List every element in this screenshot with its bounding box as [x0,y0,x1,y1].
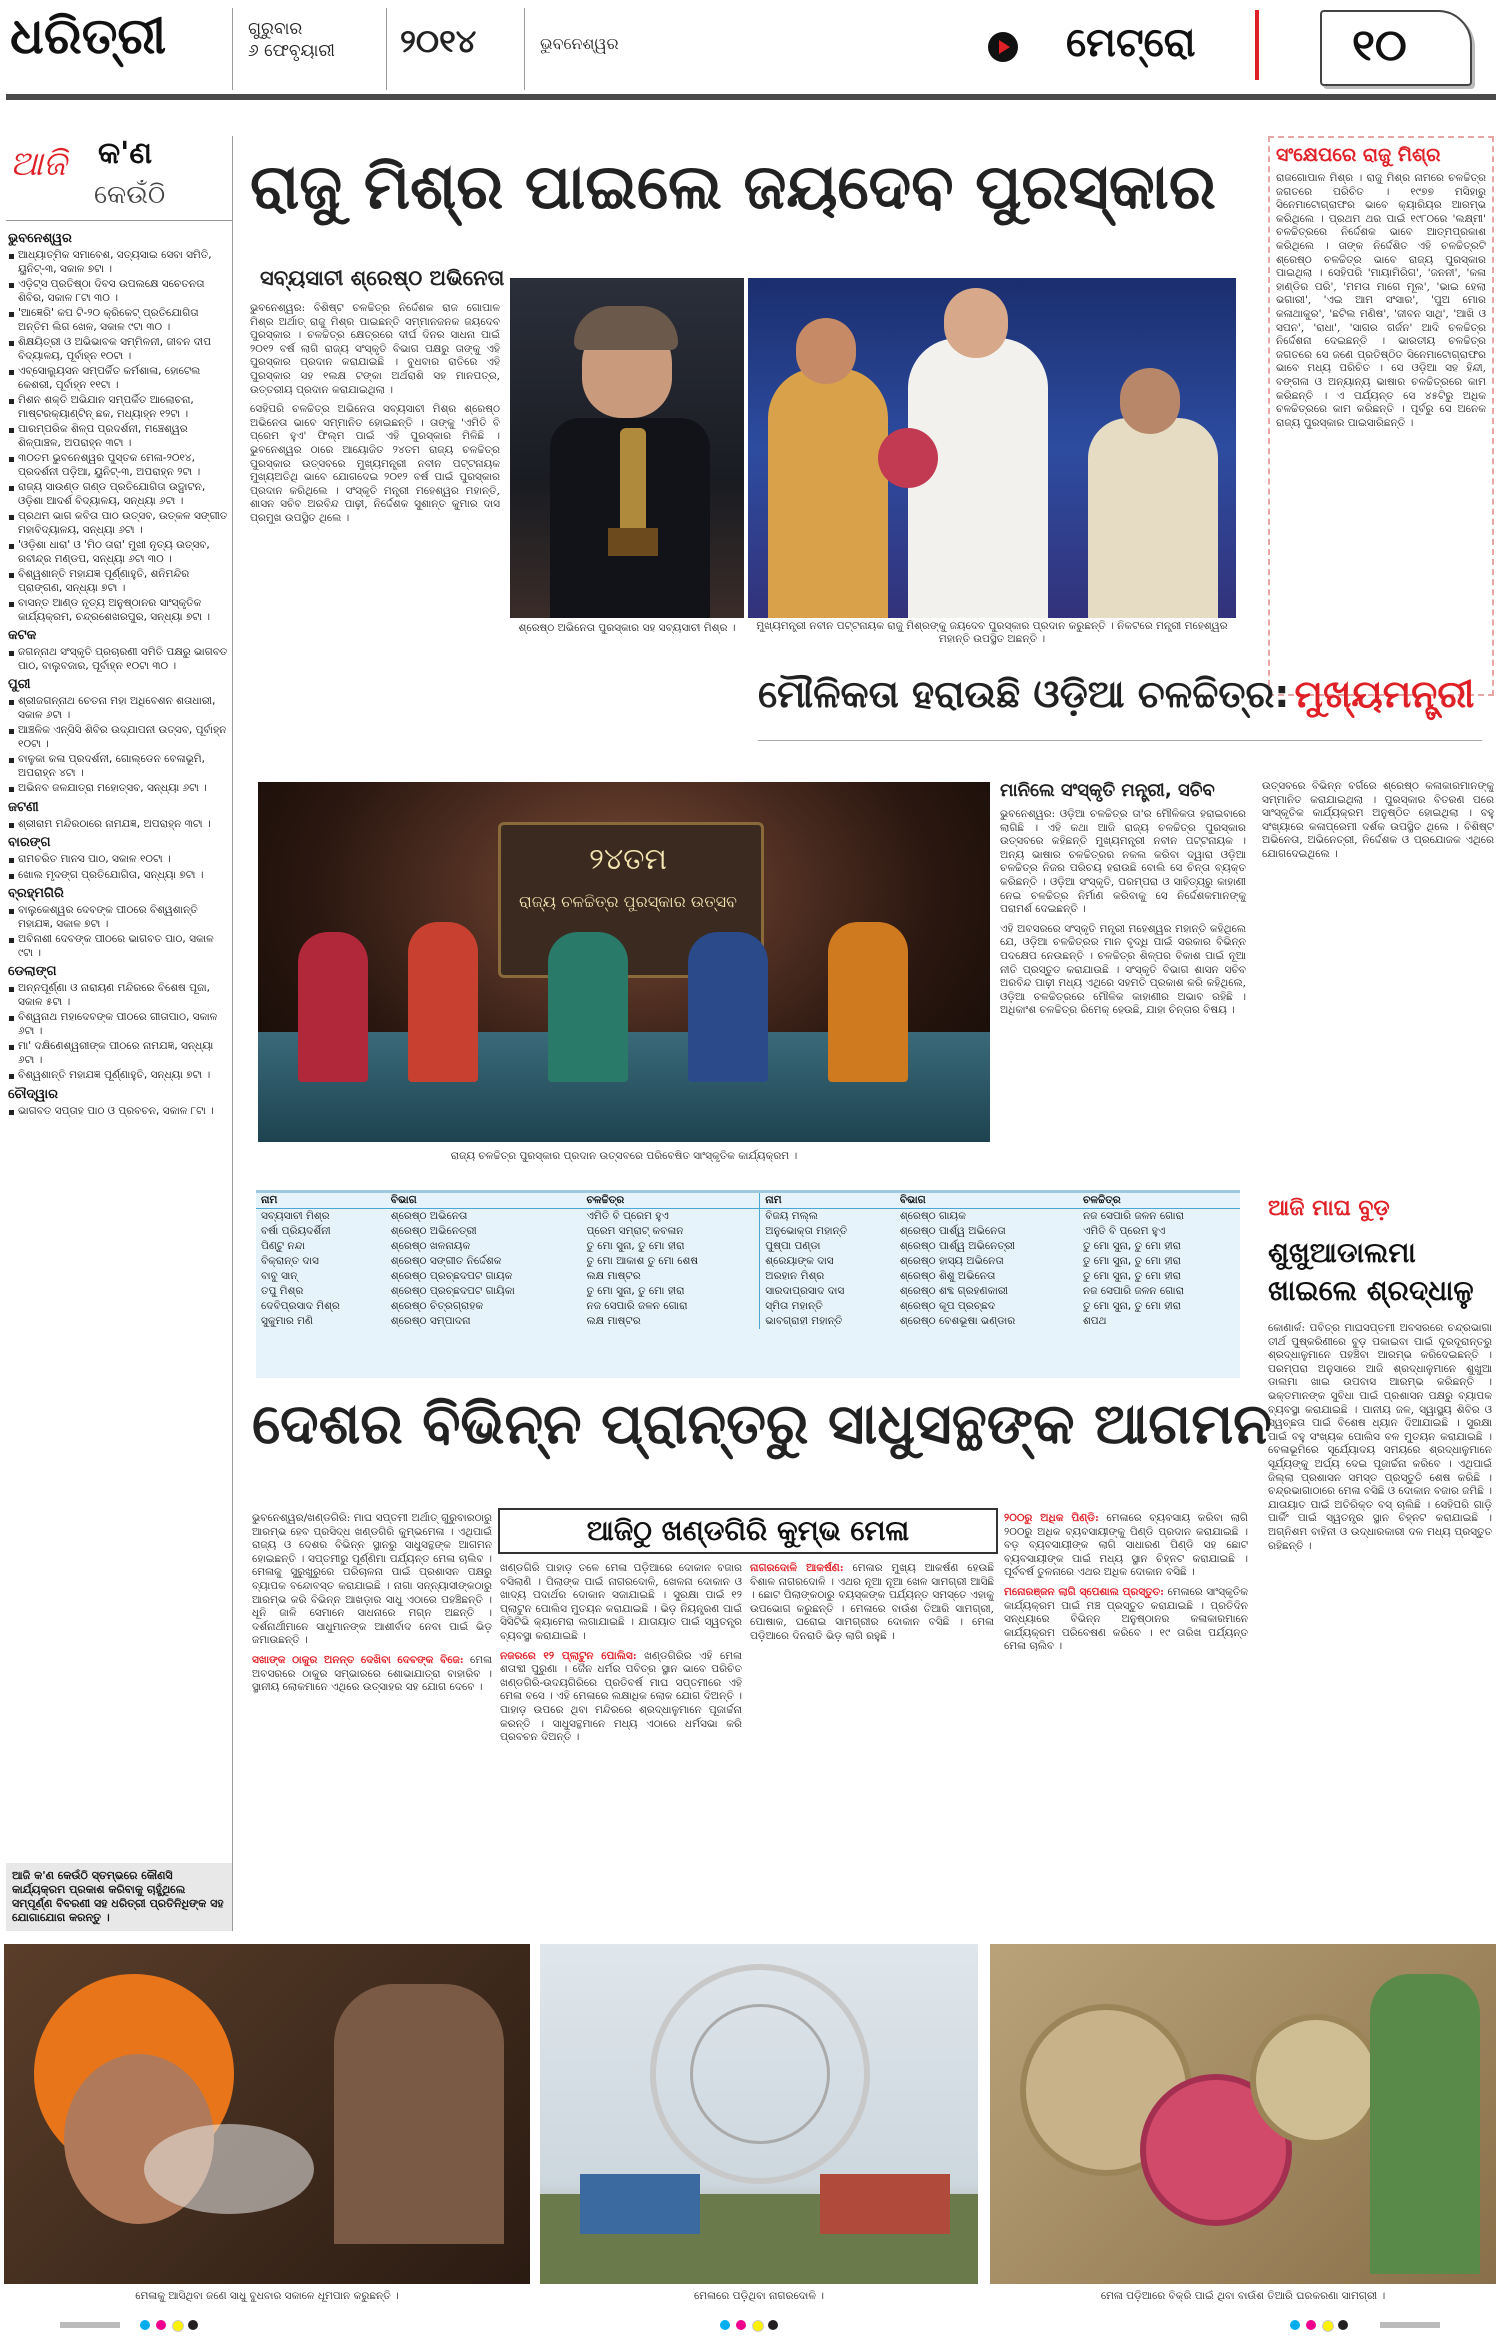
sadhu-subhead: ଆଜିଠୁ ଖଣ୍ଡଗିରି କୁମ୍ଭ ମେଳା [586,1514,910,1547]
table-row [256,1269,1240,1284]
events-list-item: ଶ୍ରୀଜଗନ୍ନାଥ ଚେତନା ମହା ଅଧିବେଶନ ଶତାଧାରୀ, ସକାଳ ୬ଟା । [8,695,228,722]
table-cell: ସବ୍ୟସାଚୀ ମିଶ୍ର [261,1210,330,1222]
table-cell: ଶ୍ରେଷ୍ଠ ପ୍ରଚ୍ଛଦପଟ ଗାୟିକା [390,1285,515,1297]
table-cell: ଶ୍ରେଷ୍ଠ ପାର୍ଶ୍ୱ ଅଭିନେତ୍ରୀ [899,1240,1016,1252]
events-list-item: ବାଳୁକା କଳା ପ୍ରଦର୍ଶନୀ, ଗୋଲ୍ଡେନ ବେଳାଭୂମି, ଅପରାହ୍ନ ୪ଟା । [8,753,228,780]
section-arrow-icon [988,32,1018,62]
events-list-item: ରାମଚରିତ ମାନସ ପାଠ, ସକାଳ ୧୦ଟା । [8,853,228,867]
table-cell: ତୁ ମୋ ସୁନା, ତୁ ମୋ ହୀରା [1082,1270,1182,1282]
events-list-item: ଶିକ୍ଷୟିତ୍ରୀ ଓ ଅଭିଭାବକ ସମ୍ମିଳନୀ, ଜୀବନ ଦୀପ ବିଦ୍ୟାଳୟ, ପୂର୍ବାହ୍ନ ୧୦ଟା । [8,336,228,363]
table-cell: ବାବୁ ସାନ୍ [261,1270,298,1282]
table-row [256,1224,1240,1239]
table-row [256,1284,1240,1299]
table-cell: ଭାବଗ୍ରାହୀ ମହାନ୍ତି [760,1314,895,1329]
table-cell: ବିଜୟ ମଲ୍ଲ [760,1209,895,1225]
awards-table-header: ଚଳଚ୍ଚିତ୍ର [581,1193,759,1209]
sadhu-body-col2 [500,1562,742,1932]
sadhu-subhead-box [498,1508,998,1554]
sidebar-box [1268,136,1494,696]
awards-table-header: ନାମ [760,1193,895,1209]
events-list-item: ଅବିନାଶୀ ଦେବଙ୍କ ପୀଠରେ ଭାଗବତ ପାଠ, ସକାଳ ୯ଟା । [8,933,228,960]
awards-table-header: ନାମ [256,1193,386,1209]
events-list-item: ବିଶ୍ୱଶାନ୍ତି ମହାଯଜ୍ଞ ପୂର୍ଣ୍ଣାହୁତି, ଶନିମନ୍ଦିର ପ୍ରାଙ୍ଗଣ, ସନ୍ଧ୍ୟା ୭ଟା । [8,568,228,595]
ferris-wheel-photo [540,1944,978,2284]
events-section-title: ବ୍ରହ୍ମଗିରି [8,886,64,901]
table-cell: ପୁଷ୍ପା ପଣ୍ଡା [760,1239,895,1254]
events-list-item: ଖୋଲ ମୃଦଙ୍ଗ ପ୍ରତିଯୋଗିତା, ସନ୍ଧ୍ୟା ୭ଟା । [8,869,228,883]
table-cell: ଶ୍ରେଷ୍ଠ ବେଶଭୂଷା ଭଣ୍ଡାର [899,1315,1016,1327]
newspaper-logo: ଧରିତ୍ରୀ [10,6,167,65]
events-list-item: ପାରମ୍ପରିକ ଶିଳ୍ପ ପ୍ରଦର୍ଶନୀ, ମଞ୍ଚେଶ୍ୱର ଶିଳ୍ପାଞ୍ଚଳ, ଅପରାହ୍ନ ୩ଟା । [8,423,228,450]
events-list-item: ଜଗନ୍ନାଥ ସଂସ୍କୃତି ପ୍ରଚାରଣୀ ସମିତି ପକ୍ଷରୁ ଭାଗବତ ପାଠ, ବାଲୁବଜାର, ପୂର୍ବାହ୍ନ ୧୦ଟା ୩୦ । [8,646,228,673]
sadhu-col5-text: ଖଣ୍ଡଗିରିର ଏହି ମେଳା ଶତାବ୍ଦୀ ପୁରୁଣା । ଜୈନ ଧର୍ମର ପବିତ୍ର ସ୍ଥାନ ଭାବେ ପରିଚିତ ଖଣ୍ଡଗିରି-ଉଦୟଗିରିରେ ପ୍ରତିବର୍ଷ ମାଘ ସପ୍ତମୀରେ ଏହି ମେଳା ବସେ । ଏହି ମେଳାରେ ଲକ୍ଷାଧିକ ଲୋକ ଯୋଗ ଦିଅନ୍ତି । ପାହାଡ଼ ଉପରେ ଥିବା ମନ୍ଦିରରେ ଶ୍ରଦ୍ଧାଳୁମାନେ ପୂଜାର୍ଚ୍ଚନା କରନ୍ତି । ସାଧୁସନ୍ଥମାନେ ମଧ୍ୟ ଏଠାରେ ଧର୍ମସଭା କରି ପ୍ରବଚନ ଦିଅନ୍ତି । [500,1649,742,1744]
table-cell: ବର୍ଷା ପ୍ରିୟଦର୍ଶିନୀ [261,1225,331,1237]
dance-performance-photo [258,782,990,1142]
actor-photo [510,278,744,618]
events-section-title: ଭୁବନେଶ୍ୱର [8,231,72,246]
issue-year: ୨୦୧୪ [400,22,477,60]
table-cell: ନଜ ସେପାରି ଜଳନ ଗୋରା [1082,1210,1184,1222]
table-row [256,1254,1240,1269]
table-cell: ଦେବିପ୍ରସାଦ ମିଶ୍ର [261,1300,340,1312]
events-section-title: ଜଟଣୀ [8,799,39,815]
events-list-item: ଏବ୍‌ସୋଲ୍ୟୁସନ ସମ୍ପର୍କିତ କର୍ମଶାଳା, ହୋଟେଲ କେଶରୀ, ପୂର୍ବାହ୍ନ ୧୧ଟା । [8,365,228,392]
table-cell: ଅରହାନ ମିଶ୍ର [760,1269,895,1284]
second-headline [758,672,1498,717]
events-list-item: 'ଓଡ଼ିଶା ଧାରା' ଓ 'ମିଠ ତାରା' ମୁଖୀ ନୃତ୍ୟ ଉତ୍ସବ, ରବୀନ୍ଦ୍ର ମଣ୍ଡପ, ସନ୍ଧ୍ୟା ୬ଟା ୩୦ । [8,539,228,566]
table-cell: ତପୁ ମିଶ୍ର [261,1285,304,1297]
table-cell: ଏମିତି ବି ପ୍ରେମ ହୁଏ [1082,1225,1166,1237]
table-cell: ନଜ ସେପାରି ଜଳନ ଗୋରା [586,1300,688,1312]
events-list-item: ବିଶ୍ୱଶାନ୍ତି ମହାଯଜ୍ଞ ପୂର୍ଣ୍ଣାହୁତି, ସନ୍ଧ୍ୟା ୭ଟା । [8,1069,228,1083]
events-list-item: 'ଆଜ୍ଞେରି' କପ ଟି-୨୦ କ୍ରିକେଟ୍ ପ୍ରତିଯୋଗିତା ଅନ୍ତିମ ଲିଗ ଖେଳ, ସକାଳ ୯ଟା ୩୦ । [8,307,228,334]
events-list-item: ପ୍ରଥମ ଭାଗ କବିତା ପାଠ ଉତ୍ସବ, ଉତ୍କଳ ସଙ୍ଗୀତ ମହାବିଦ୍ୟାଳୟ, ସନ୍ଧ୍ୟା ୬ଟା । [8,510,228,537]
events-section-title: ଡେଲାଙ୍ଗ [8,964,57,979]
page-number: ୧୦ [1352,20,1407,71]
second-paragraph: ଉତ୍ସବରେ ବିଭିନ୍ନ ବର୍ଗରେ ଶ୍ରେଷ୍ଠ କଳାକାରମାନଙ୍କୁ ସମ୍ମାନିତ କରାଯାଇଥିଲା । ପୁରସ୍କାର ବିତରଣ ପରେ ସାଂସ୍କୃତିକ କାର୍ଯ୍ୟକ୍ରମ ଅନୁଷ୍ଠିତ ହୋଇଥିଲା । ବହୁ ସଂଖ୍ୟାରେ କଳାପ୍ରେମୀ ଦର୍ଶକ ଉପସ୍ଥିତ ଥିଲେ । ବିଶିଷ୍ଟ ଅଭିନେତା, ଅଭିନେତ୍ରୀ, ନିର୍ଦ୍ଦେଶକ ଓ ପ୍ରଯୋଜକ ଏଥିରେ ଯୋଗଦେଇଥିଲେ । [1262,780,1494,860]
lead-story-body [250,302,500,852]
table-cell: ଶ୍ରେଷ୍ଠ ଅଭିନେତ୍ରୀ [390,1225,477,1237]
table-cell: ଏମିତି ବି ପ୍ରେମ ହୁଏ [586,1210,669,1222]
sadhu-col4-text-b: ମେଳାରେ ସାଂସ୍କୃତିକ କାର୍ଯ୍ୟକ୍ରମ ପାଇଁ ମଞ୍ଚ ପ୍ରସ୍ତୁତ କରାଯାଇଛି । ପ୍ରତିଦିନ ସନ୍ଧ୍ୟାରେ ବିଭିନ୍ନ ଅନୁଷ୍ଠାନର କଳାକାରମାନେ କାର୍ଯ୍ୟକ୍ରମ ପରିବେଷଣ କରିବେ । ୧୯ ତାରିଖ ପର୍ଯ୍ୟନ୍ତ ମେଳା ଚାଲିବ । [1004,1585,1248,1653]
masthead-rule [6,94,1496,100]
bamboo-goods-photo [990,1944,1496,2284]
second-headline-main: ମୌଳିକତା ହରାଉଛି ଓଡ଼ିଆ ଚଳଚ୍ଚିତ୍ର: [758,672,1290,716]
events-list-item: ରାଜ୍ୟ ସାଉଣ୍ଡ ଗଣ୍ଡ ପ୍ରତିଯୋଗିତା ଉଦ୍ଘାଟନ, ଓଡ଼ିଶା ଆଦର୍ଶ ବିଦ୍ୟାଳୟ, ସନ୍ଧ୍ୟା ୬ଟା । [8,481,228,508]
table-cell: ଶ୍ରେଷ୍ଠ ଶବ୍ଦ ଗ୍ରହଣକାରୀ [899,1285,1009,1297]
sidebar-box-body: ରାଜଗୋପାଳ ମିଶ୍ର । ରାଜୁ ମିଶ୍ର ନାମରେ ଚଳଚ୍ଚିତ୍ର ଜଗତରେ ପରିଚିତ । ୧୯୭୭ ମସିହାରୁ ସିନେମାଟୋଗ୍ରାଫର ଭାବେ କ୍ୟାରିୟର ଆରମ୍ଭ କରିଥିଲେ । ପ୍ରଥମ ଥର ପାଇଁ ୧୯୮୦ରେ 'ଲକ୍ଷ୍ମୀ' ଚଳଚ୍ଚିତ୍ରରେ ନିର୍ଦ୍ଦେଶକ ଭାବେ ଆତ୍ମପ୍ରକାଶ କରିଥିଲେ । ତାଙ୍କ ନିର୍ଦ୍ଦେଶିତ ଏହି ଚଳଚ୍ଚିତ୍ରଟି ଶ୍ରେଷ୍ଠ ଚଳଚ୍ଚିତ୍ର ଭାବେ ରାଜ୍ୟ ପୁରସ୍କାର ପାଇଥିଲା । ସେହିପରି 'ମାୟାମିରିଗ', 'ଜନନୀ', 'କଳା ହାଣ୍ଡିର ପରି', 'ମମତା ମାଗେ ମୂଲ', 'ଭାଇ ହେଲା ଭଗାରୀ', 'ଏଇ ଆମ ସଂସାର', 'ପୁଅ ମୋର କଳାଥାକୁର', 'ଛଟିଲ ମଣିଷ', 'ଜୀବନ ସାଥି', 'ଆଖି ଓ ସପନ', 'ରାଧା', 'ସାଗର ଗର୍ଜନ' ଆଦି ଚଳଚ୍ଚିତ୍ର ନିର୍ଦ୍ଦେଶନା ଦେଇଛନ୍ତି । ଭାରତୀୟ ଚଳଚ୍ଚିତ୍ର ଜଗତରେ ସେ ଜଣେ ପ୍ରତିଷ୍ଠିତ ସିନେମାଟୋଗ୍ରାଫର ଭାବେ ମଧ୍ୟ ପରିଚିତ । ସେ ଓଡ଼ିଆ ସହ ହିନ୍ଦୀ, ବଙ୍ଗଳା ଓ ଅନ୍ୟାନ୍ୟ ଭାଷାର ଚଳଚ୍ଚିତ୍ରରେ କାମ କରିଛନ୍ତି । ଏ ପର୍ଯ୍ୟନ୍ତ ସେ ୪୫ଟିରୁ ଅଧିକ ଚଳଚ୍ଚିତ୍ରରେ କାମ କରିଛନ୍ତି । ପୂର୍ବରୁ ସେ ଅନେକ ରାଜ୍ୟ ପୁରସ୍କାର ପାଇସାରିଛନ୍ତି । [1276,172,1486,429]
sadhu-col2-tag: ନଜରରେ ୧୨ ପ୍ଲାଟୁନ ପୋଲିସ: [500,1649,637,1662]
bamboo-goods-caption: ମେଳା ପଡ଼ିଆରେ ବିକ୍ରି ପାଇଁ ଥିବା ବାଉଁଶ ତିଆରି ଘରକରଣା ସାମଗ୍ରୀ । [1100,2290,1386,2302]
dance-performance-caption: ରାଜ୍ୟ ଚଳଚ୍ଚିତ୍ର ପୁରସ୍କାର ପ୍ରଦାନ ଉତ୍ସବରେ ପରିବେଷିତ ସାଂସ୍କୃତିକ କାର୍ଯ୍ୟକ୍ରମ । [450,1150,798,1162]
table-cell: ତୁ ମୋ ସୁନା, ତୁ ମୋ ହୀରା [1082,1240,1182,1252]
magha-headline: ଶୁଖୁଆଡାଲମା ଖାଇଲେ ଶ୍ରଦ୍ଧାଳୁ [1268,1236,1474,1307]
actor-photo-caption: ଶ୍ରେଷ୍ଠ ଅଭିନେତା ପୁରସ୍କାର ସହ ସବ୍ୟସାଚୀ ମିଶ୍ର । [518,622,736,634]
events-list-item: ଅନ୍ନପୂର୍ଣ୍ଣା ଓ ନାରାୟଣ ମନ୍ଦିରରେ ବିଶେଷ ପୂଜା, ସକାଳ ୫ଟା । [8,982,228,1009]
events-list-item: ଅଭିନବ ଜଳଯାତ୍ରା ମହୋତ୍ସବ, ସନ୍ଧ୍ୟା ୬ଟା । [8,782,228,796]
table-cell: ତୁ ମୋ ସୁନା, ତୁ ମୋ ହୀରା [1082,1255,1182,1267]
sadhu-col1-text-b: ମେଳା ଅବସରରେ ଠାକୁର ସମ୍ଭାରରେ ଶୋଭାଯାତ୍ରା ବାହାରିବ । ସ୍ଥାନୀୟ ଲୋକମାନେ ଏଥିରେ ଉତ୍ସାହର ସହ ଯୋଗ ଦେବେ । [252,1653,492,1694]
lead-subhead: ସବ୍ୟସାଚୀ ଶ୍ରେଷ୍ଠ ଅଭିନେତା [260,266,505,290]
events-section-title: କଟକ [8,628,37,643]
page-number-tab [1320,10,1472,86]
table-cell: ତୁ ମୋ ସୁନା, ତୁ ମୋ ହୀରା [1082,1300,1182,1312]
table-cell: ଶ୍ରେଷ୍ଠ ପ୍ରଚ୍ଛଦପଟ ଗାୟକ [390,1270,513,1282]
table-cell: ତୁ ମୋ ଆକାଶ ତୁ ମୋ ଶେଷ [586,1255,699,1267]
table-cell: ଅନୁଭୋକ୍ତା ମହାନ୍ତି [760,1224,895,1239]
table-cell: ଶ୍ରେଷ୍ଠ ଗାୟକ [899,1210,966,1222]
sadhu-body-col4 [1004,1512,1248,1932]
sadhu-col3-text: ମେଳାର ମୁଖ୍ୟ ଆକର୍ଷଣ ହେଉଛି ବିଶାଳ ନାଗରଦୋଳି । ଏଥର ନୂଆ ନୂଆ ଖେଳ ସାମଗ୍ରୀ ଆସିଛି । ଛୋଟ ପିଲାଙ୍କଠାରୁ ବୟସ୍କଙ୍କ ପର୍ଯ୍ୟନ୍ତ ସମସ୍ତେ ଏହାକୁ ଉପଭୋଗ କରୁଛନ୍ତି । ମେଳାରେ ବାଉଁଶ ତିଆରି ସାମଗ୍ରୀ, ପୋଷାକ, ଘରୋଇ ସାମଗ୍ରୀର ଦୋକାନ ବସିଛି । ମେଳା ପଡ଼ିଆରେ ଦିନରାତି ଭିଡ଼ ଲାଗି ରହୁଛି । [750,1562,994,1642]
table-cell: ସ୍ମିତା ମହାନ୍ତି [760,1299,895,1314]
awards-table-header: ଚଳଚ୍ଚିତ୍ର [1078,1193,1240,1209]
registration-marks [0,2316,1500,2336]
sadhu-body-col3 [750,1562,994,1932]
awards-table-header: ବିଭାଗ [386,1193,582,1209]
award-ceremony-caption: ମୁଖ୍ୟମନ୍ତ୍ରୀ ନବୀନ ପଟ୍ଟନାୟକ ରାଜୁ ମିଶ୍ରଙ୍କୁ ଜୟଦେବ ପୁରସ୍କାର ପ୍ରଦାନ କରୁଛନ୍ତି । ନିକଟରେ ମନ୍ତ୍ରୀ ମହେଶ୍ୱର ମହାନ୍ତି ଉପସ୍ଥିତ ଅଛନ୍ତି । [756,620,1228,645]
lead-paragraph: ସେହିପରି ଚଳଚ୍ଚିତ୍ର ଅଭିନେତା ସବ୍ୟସାଚୀ ମିଶ୍ର ଶ୍ରେଷ୍ଠ ଅଭିନେତା ଭାବେ ସମ୍ମାନିତ ହୋଇଛନ୍ତି । ତାଙ୍କୁ 'ଏମିତି ବି ପ୍ରେମ ହୁଏ' ଫିଲ୍ମ ପାଇଁ ଏହି ପୁରସ୍କାର ମିଳିଛି । ଭୁବନେଶ୍ୱର ଠାରେ ଆୟୋଜିତ ୨୪ତମ ରାଜ୍ୟ ଚଳଚ୍ଚିତ୍ର ପୁରସ୍କାର ଉତ୍ସବରେ ମୁଖ୍ୟମନ୍ତ୍ରୀ ନବୀନ ପଟ୍ଟନାୟକ ମୁଖ୍ୟଅତିଥି ଭାବେ ଯୋଗଦେଇ ୨୦୧୨ ବର୍ଷ ପାଇଁ ପୁରସ୍କାର ପ୍ରଦାନ କରିଥିଲେ । ସଂସ୍କୃତି ମନ୍ତ୍ରୀ ମହେଶ୍ୱର ମହାନ୍ତି, ଶାସନ ସଚିବ ଅରବିନ୍ଦ ପାଢ଼ୀ, ନିର୍ଦ୍ଦେଶକ ସୁଶାନ୍ତ କୁମାର ଦାସ ପ୍ରମୁଖ ଉପସ୍ଥିତ ଥିଲେ । [250,403,500,524]
events-list-item: ଶ୍ରୀରାମ ମନ୍ଦିରଠାରେ ନାମଯଜ୍ଞ, ଅପରାହ୍ନ ୩ଟା । [8,818,228,832]
table-cell: ଶ୍ରେଷ୍ଠ ପାର୍ଶ୍ୱ ଅଭିନେତା [899,1225,1006,1237]
ferris-wheel-caption: ମେଳାରେ ପଡ଼ିଥିବା ନାଗରଦୋଳି । [694,2290,824,2302]
magha-body: କୋଣାର୍କ: ପବିତ୍ର ମାଘସପ୍ତମୀ ଅବସରରେ ଚନ୍ଦ୍ରଭାଗା ତୀର୍ଥ ପୁଷ୍କରିଣୀରେ ବୁଡ଼ ପକାଇବା ପାଇଁ ଦୂରଦୂରାନ୍ତରୁ ଶ୍ରଦ୍ଧାଳୁମାନେ ପହଞ୍ଚିବା ଆରମ୍ଭ କରିଦେଇଛନ୍ତି । ପରମ୍ପରା ଅନୁସାରେ ଆଜି ଶ୍ରଦ୍ଧାଳୁମାନେ ଶୁଖୁଆ ଡାଲମା ଖାଇ ଉପବାସ ଆରମ୍ଭ କରିଛନ୍ତି । ଭକ୍ତମାନଙ୍କ ସୁବିଧା ପାଇଁ ପ୍ରଶାସନ ପକ୍ଷରୁ ବ୍ୟାପକ ବ୍ୟବସ୍ଥା କରାଯାଇଛି । ପାନୀୟ ଜଳ, ସ୍ୱାସ୍ଥ୍ୟ ଶିବିର ଓ ସ୍ୱଚ୍ଛତା ପାଇଁ ବିଶେଷ ଧ୍ୟାନ ଦିଆଯାଇଛି । ସୁରକ୍ଷା ପାଇଁ ବହୁ ସଂଖ୍ୟକ ପୋଲିସ ବଳ ମୁତୟନ କରାଯାଇଛି । ବେଳାଭୂମିରେ ସୂର୍ଯ୍ୟୋଦୟ ସମୟରେ ଶ୍ରଦ୍ଧାଳୁମାନେ ସୂର୍ଯ୍ୟଙ୍କୁ ଅର୍ଘ୍ୟ ଦେଇ ପୂଜାର୍ଚ୍ଚନା କରିବେ । ଏଥିପାଇଁ ଜିଲ୍ଲା ପ୍ରଶାସନ ସମସ୍ତ ପ୍ରସ୍ତୁତି ଶେଷ କରିଛି । ଚନ୍ଦ୍ରଭାଗାଠାରେ ମେଳା ବସିଛି ଓ ଦୋକାନ ବଜାର ଜମିଛି । ଯାତାୟାତ ପାଇଁ ଅତିରିକ୍ତ ବସ୍ ଚାଲିଛି । ସେହିପରି ଗାଡ଼ି ପାର୍କିଂ ପାଇଁ ସ୍ୱତନ୍ତ୍ର ସ୍ଥାନ ଚିହ୍ନଟ କରାଯାଇଛି । ଅଗ୍ନିଶମ ବାହିନୀ ଓ ଉଦ୍ଧାରକାରୀ ଦଳ ମଧ୍ୟ ପ୍ରସ୍ତୁତ ରହିଛନ୍ତି । [1268,1322,1492,1552]
table-cell: ସାରଦାପ୍ରସାଦ ଦାସ [760,1284,895,1299]
sadhu-smoking-caption: ମେଳାକୁ ଆସିଥିବା ଜଣେ ସାଧୁ ବୁଧବାର ସକାଳେ ଧୂମପାନ କରୁଛନ୍ତି । [135,2290,399,2302]
events-list-item: ମା' ଦକ୍ଷିଣେଶ୍ୱରୀଙ୍କ ପୀଠରେ ନାମଯଜ୍ଞ, ସନ୍ଧ୍ୟା ୬ଟା । [8,1040,228,1067]
events-list-item: ବିଶ୍ୱନାଥ ମହାଦେବଙ୍କ ପୀଠରେ ଗୀତାପାଠ, ସକାଳ ୬ଟା । [8,1011,228,1038]
table-cell: ଶ୍ରେଷ୍ଠ ଶିଶୁ ଅଭିନେତା [899,1270,996,1282]
sadhu-col4-tag2: ମନୋରଞ୍ଜନ ଲାଗି ସ୍ପେଶାଲ ପ୍ରସ୍ତୁତ: [1004,1585,1165,1598]
second-paragraph: ଏହି ଅବସରରେ ସଂସ୍କୃତି ମନ୍ତ୍ରୀ ମହେଶ୍ୱର ମହାନ୍ତି କହିଥିଲେ ଯେ, ଓଡ଼ିଆ ଚଳଚ୍ଚିତ୍ରର ମାନ ବୃଦ୍ଧି ପାଇଁ ସରକାର ବିଭିନ୍ନ ପଦକ୍ଷେପ ନେଉଛନ୍ତି । ଚଳଚ୍ଚିତ୍ର ଶିଳ୍ପର ବିକାଶ ପାଇଁ ନୂଆ ନୀତି ପ୍ରସ୍ତୁତ କରାଯାଉଛି । ସଂସ୍କୃତି ବିଭାଗ ଶାସନ ସଚିବ ଅରବିନ୍ଦ ପାଢ଼ୀ ମଧ୍ୟ ଏଥିରେ ସହମତି ପ୍ରକାଶ କରି କହିଥିଲେ, ଓଡ଼ିଆ ଚଳଚ୍ଚିତ୍ରରେ ମୌଳିକ କାହାଣୀର ଅଭାବ ରହିଛି । ଅଧିକାଂଶ ଚଳଚ୍ଚିତ୍ର ରିମେକ୍ ହେଉଛି, ଯାହା ଚିନ୍ତାର ବିଷୟ । [1000,922,1246,1017]
sadhu-col4-tag: ୨୦୦ରୁ ଅଧିକ ପିଣ୍ଡି: [1004,1512,1099,1524]
sadhu-col4-text: ମେଳାରେ ବ୍ୟବସାୟ କରିବା ଲାଗି ୨୦୦ରୁ ଅଧିକ ବ୍ୟବସାୟୀଙ୍କୁ ପିଣ୍ଡି ପ୍ରଦାନ କରାଯାଇଛି । ବଡ଼ ବ୍ୟବସାୟୀଙ୍କ ଲାଗି ସାଧାରଣ ପିଣ୍ଡି ସହ ଛୋଟ ବ୍ୟବସାୟୀଙ୍କ ପାଇଁ ମଧ୍ୟ ସ୍ଥାନ ଚିହ୍ନଟ କରାଯାଇଛି । ପୂର୍ବବର୍ଷ ତୁଳନାରେ ଏଥର ଅଧିକ ଦୋକାନ ବସିଛି । [1004,1512,1248,1579]
sadhu-body-col1 [252,1512,492,1932]
table-cell: ଶ୍ରେଷ୍ଠ ଚିତ୍ରଗ୍ରାହକ [390,1300,484,1312]
award-ceremony-photo [748,278,1236,618]
table-cell: ଶ୍ରେଷ୍ଠ ସଙ୍ଗୀତ ନିର୍ଦ୍ଦେଶକ [390,1255,502,1267]
sadhu-col2-text: ଖଣ୍ଡଗିରି ପାହାଡ଼ ତଳେ ମେଳା ପଡ଼ିଆରେ ଦୋକାନ ବଜାର ବସିଲାଣି । ପିଲାଙ୍କ ପାଇଁ ନାଗରଦୋଳି, ଖେଳନା ଦୋକାନ ଓ ଖାଦ୍ୟ ପଦାର୍ଥର ଦୋକାନ ସଜାଯାଇଛି । ସୁରକ୍ଷା ପାଇଁ ୧୨ ପ୍ଲାଟୁନ ପୋଲିସ ମୁତୟନ କରାଯାଇଛି । ଭିଡ଼ ନିୟନ୍ତ୍ରଣ ପାଇଁ ସିସିଟିଭି କ୍ୟାମେରା ଲଗାଯାଇଛି । ଯାତାୟାତ ପାଇଁ ସ୍ୱତନ୍ତ୍ର ବ୍ୟବସ୍ଥା କରାଯାଇଛି । [500,1562,742,1642]
awards-table-header: ବିଭାଗ [895,1193,1078,1209]
table-cell: ପ୍ରେମ ସମ୍ରାଟ୍ କବଳାନ [586,1225,684,1237]
second-story-body-col2 [1262,780,1494,1178]
table-cell: ଶପଥ [1082,1315,1107,1327]
magha-kicker: ଆଜି ମାଘ ବୁଡ଼ [1268,1196,1390,1221]
sadhu-headline: ଦେଶର ବିଭିନ୍ନ ପ୍ରାନ୍ତରୁ ସାଧୁସନ୍ଥଙ୍କ ଆଗମନ [252,1392,1272,1457]
events-column [6,136,233,1931]
masthead [0,0,1500,100]
table-row [256,1314,1240,1329]
issue-city: ଭୁବନେଶ୍ୱର [540,34,619,53]
events-title-main: କ'ଣ [98,136,153,171]
table-cell: ଶ୍ରେଷ୍ଠ ଖଳନାୟକ [390,1240,471,1252]
table-cell: ଶ୍ରେଷ୍ଠ ଅଭିନେତା [390,1210,468,1222]
events-list-item: ଭାଗବତ ସପ୍ତାହ ପାଠ ଓ ପ୍ରବଚନ, ସକାଳ ୮ଟା । [8,1105,228,1119]
lead-paragraph: ଭୁବନେଶ୍ୱର: ବିଶିଷ୍ଟ ଚଳଚ୍ଚିତ୍ର ନିର୍ଦ୍ଦେଶକ ରାଜ ଗୋପାଳ ମିଶ୍ର ଅର୍ଥାତ୍ ରାଜୁ ମିଶ୍ର ପାଇଛନ୍ତି ସମ୍ମାନଜନକ ଜୟଦେବ ପୁରସ୍କାର । ଚଳଚ୍ଚିତ୍ର କ୍ଷେତ୍ରରେ ଦୀର୍ଘ ଦିନର ସାଧନା ପାଇଁ ୨୦୧୨ ବର୍ଷ ଲାଗି ରାଜ୍ୟ ସଂସ୍କୃତି ବିଭାଗ ପକ୍ଷରୁ ତାଙ୍କୁ ଏହି ପୁରସ୍କାର ପ୍ରଦାନ କରାଯାଇଛି । ବୁଧବାର ରାତିରେ ଏହି ପୁରସ୍କାର ସହ ୧ଲକ୍ଷ ଟଙ୍କା ଅର୍ଥରାଶି ସହ ମାନପତ୍ର, ଉତ୍ତରୀୟ ପ୍ରଦାନ କରାଯାଇଥିଲା । [250,302,500,396]
events-section-title: ପୁରୀ [8,677,31,692]
events-title-small: ଆଜି [10,144,67,184]
events-list-item: ଏଡ଼ିଟ୍ସ ପ୍ରତିଷ୍ଠା ଦିବସ ଉପଲକ୍ଷେ ସଚେତନତା ଶିବିର, ସକାଳ ୮ଟା ୩୦ । [8,278,228,305]
table-cell: ତୁ ମୋ ସୁନା, ତୁ ମୋ ହୀରା [586,1285,685,1297]
sadhu-col3-tag: ନାଗରଦୋଳି ଆକର୍ଷଣ: [750,1562,844,1574]
table-cell: ଲକ୍ଷ ମାଷ୍ଟର [586,1315,641,1327]
stage-banner-line1: ୨୪ତମ [589,842,667,877]
table-cell: ସୁକୁମାର ମଣି [261,1315,313,1327]
table-cell: ଶ୍ରେଷ୍ଠ କୂପ ପ୍ରଚ୍ଛଦ [899,1300,996,1312]
stage-banner-line2: ରାଜ୍ୟ ଚଳଚ୍ଚିତ୍ର ପୁରସ୍କାର ଉତ୍ସବ [519,892,737,911]
red-divider [1255,10,1259,80]
headline-rule [758,740,1482,741]
sadhu-col1-text: ଭୁବନେଶ୍ୱର/ଖଣ୍ଡଗିରି: ମାଘ ସପ୍ତମୀ ଅର୍ଥାତ୍ ଗୁରୁବାରଠାରୁ ଆରମ୍ଭ ହେବ ପ୍ରସିଦ୍ଧ ଖଣ୍ଡଗିରି କୁମ୍ଭମେଳା । ଏଥିପାଇଁ ରାଜ୍ୟ ଓ ଦେଶର ବିଭିନ୍ନ ସ୍ଥାନରୁ ସାଧୁସନ୍ଥଙ୍କ ଆଗମନ ହୋଇଛନ୍ତି । ସପ୍ତମୀରୁ ପୂର୍ଣ୍ଣିମା ପର୍ଯ୍ୟନ୍ତ ମେଳା ଚାଲିବ । ମେଳାକୁ ସୁରୁଖୁରୁରେ ପରିଚାଳନା ପାଇଁ ପ୍ରଶାସନ ପକ୍ଷରୁ ବ୍ୟାପକ ବନ୍ଦୋବସ୍ତ କରାଯାଇଛି । ନାଗା ସନ୍ନ୍ୟାସୀଙ୍କଠାରୁ ଆରମ୍ଭ କରି ବିଭିନ୍ନ ଆଖଡ଼ାର ସାଧୁ ଏଠାରେ ପହଞ୍ଚିଛନ୍ତି । ଧୂନି ଜାଳି ସେମାନେ ସାଧନାରେ ମଗ୍ନ ଅଛନ୍ତି । ଦର୍ଶନାର୍ଥୀମାନେ ସାଧୁମାନଙ୍କ ଆଶୀର୍ବାଦ ନେବା ପାଇଁ ଭିଡ଼ ଜମାଉଛନ୍ତି । [252,1512,492,1647]
events-list-item: ବାସନ୍ତ ଆଣ୍ଡ ନୃତ୍ୟ ଅନୁଷ୍ଠାନର ସାଂସ୍କୃତିକ କାର୍ଯ୍ୟକ୍ରମ, ଚନ୍ଦ୍ରଶେଖରପୁର, ସନ୍ଧ୍ୟା ୭ଟା । [8,597,228,624]
table-cell: ଲକ୍ଷ ମାଷ୍ଟର [586,1270,641,1282]
table-cell: ନଜ ସେପାରି ଜଳନ ଗୋରା [1082,1285,1184,1297]
sadhu-col1-tag: ସଖାଙ୍କ ଠାକୁର ଅନନ୍ତ ଦେଖିବା ଦେବଙ୍କ ବିଜେ: [252,1653,464,1666]
table-cell: ଶ୍ରେଷ୍ଠ ହାସ୍ୟ ଅଭିନେତା [899,1255,1004,1267]
events-list-item: ବାଲୁକେଶ୍ୱର ଦେବଙ୍କ ପୀଠରେ ବିଶ୍ୱଶାନ୍ତି ମହାଯଜ୍ଞ, ସକାଳ ୭ଟା । [8,904,228,931]
lead-headline: ରାଜୁ ମିଶ୍ର ପାଇଲେ ଜୟଦେବ ପୁରସ୍କାର [250,150,1216,223]
awards-table [256,1190,1240,1378]
events-notice: ଆଜି କ'ଣ କେଉଁଠି ସ୍ତମ୍ଭରେ କୌଣସି କାର୍ଯ୍ୟକ୍ରମ ପ୍ରକାଶ କରିବାକୁ ଚାହୁଁଥିଲେ ସମ୍ପୂର୍ଣ୍ଣ ବିବରଣୀ ସହ ଧରିତ୍ରୀ ପ୍ରତିନିଧିଙ୍କ ସହ ଯୋଗାଯୋଗ କରନ୍ତୁ । [6,1863,232,1931]
second-headline-tail: ମୁଖ୍ୟମନ୍ତ୍ରୀ [1294,672,1475,716]
events-list-item: ୩୦ତମ ଭୁବନେଶ୍ୱର ପୁସ୍ତକ ମେଳା-୨୦୧୪, ପ୍ରଦର୍ଶନୀ ପଡ଼ିଆ, ୟୁନିଟ୍-୩, ଅପରାହ୍ନ ୨ଟା । [8,452,228,479]
awards-table-grid [256,1193,1240,1329]
events-list-item: ଆଞ୍ଚଳିକ ଏନ୍‌ସିସି ଶିବିର ଉଦ୍ଯାପନୀ ଉତ୍ସବ, ପୂର୍ବାହ୍ନ ୧୦ଟା । [8,724,228,751]
sidebar-box-title: ସଂକ୍ଷେପରେ ରାଜୁ ମିଶ୍ର [1276,144,1441,166]
table-row [256,1209,1240,1225]
table-row [256,1239,1240,1254]
second-subhead: ମାନିଲେ ସଂସ୍କୃତି ମନ୍ତ୍ରୀ, ସଚିବ [1000,780,1215,801]
events-title-sub: କେଉଁଠି [94,180,166,210]
sadhu-smoking-photo [4,1944,530,2284]
events-column-header [6,136,232,221]
section-title: ମେଟ୍ରୋ [1066,20,1196,66]
events-section-title: ଚୌଦ୍ୱାର [8,1086,58,1102]
table-cell: ବିକ୍ରାନ୍ତ ଦାସ [261,1255,319,1267]
table-cell: ପିଣ୍ଟୁ ନନ୍ଦା [261,1240,305,1252]
table-cell: ଶ୍ରେଷ୍ଠ ସମ୍ପାଦନା [390,1315,471,1327]
table-cell: ତୁ ମୋ ସୁନା, ତୁ ମୋ ହୀରା [586,1240,685,1252]
events-section-title: ବାରଙ୍ଗ [8,835,51,850]
second-story-body-col1 [1000,808,1246,1178]
table-row [256,1299,1240,1314]
events-list-item: ଆଧ୍ୟାତ୍ମିକ ସମାବେଶ, ସତ୍ୟସାଇ ସେବା ସମିତି, ୟୁନିଟ୍-୩, ସକାଳ ୭ଟା । [8,249,228,276]
table-cell: ଶ୍ରେୟାଙ୍କ ଦାସ [760,1254,895,1269]
second-paragraph: ଭୁବନେଶ୍ୱର: ଓଡ଼ିଆ ଚଳଚ୍ଚିତ୍ର ତା'ର ମୌଳିକତା ହରାଇବାରେ ଲାଗିଛି । ଏହି କଥା ଆଜି ରାଜ୍ୟ ଚଳଚ୍ଚିତ୍ର ପୁରସ୍କାର ଉତ୍ସବରେ କହିଛନ୍ତି ମୁଖ୍ୟମନ୍ତ୍ରୀ ନବୀନ ପଟ୍ଟନାୟକ । ଅନ୍ୟ ଭାଷାର ଚଳଚ୍ଚିତ୍ରର ନକଲ କରିବା ଦ୍ୱାରା ଓଡ଼ିଆ ଚଳଚ୍ଚିତ୍ର ନିଜର ପରିଚୟ ହରାଉଛି ବୋଲି ସେ ଚିନ୍ତା ବ୍ୟକ୍ତ କରିଛନ୍ତି । ଓଡ଼ିଆ ସଂସ୍କୃତି, ପରମ୍ପରା ଓ ସାହିତ୍ୟରୁ କାହାଣୀ ନେଇ ଚଳଚ୍ଚିତ୍ର ନିର୍ମାଣ କରିବାକୁ ସେ ନିର୍ଦ୍ଦେଶକମାନଙ୍କୁ ପରାମର୍ଶ ଦେଇଛନ୍ତି । [1000,808,1246,916]
events-list-item: ମିଶନ ଶକ୍ତି ଅଭିଯାନ ସମ୍ପର୍କିତ ଆଲୋଚନା, ମାଷ୍ଟରକ୍ୟାଣ୍ଟିନ୍ ଛକ, ମଧ୍ୟାହ୍ନ ୧୨ଟା । [8,394,228,421]
issue-date: ଗୁରୁବାର ୬ ଫେବୃୟାରୀ [248,19,336,61]
events-list [6,221,232,1118]
